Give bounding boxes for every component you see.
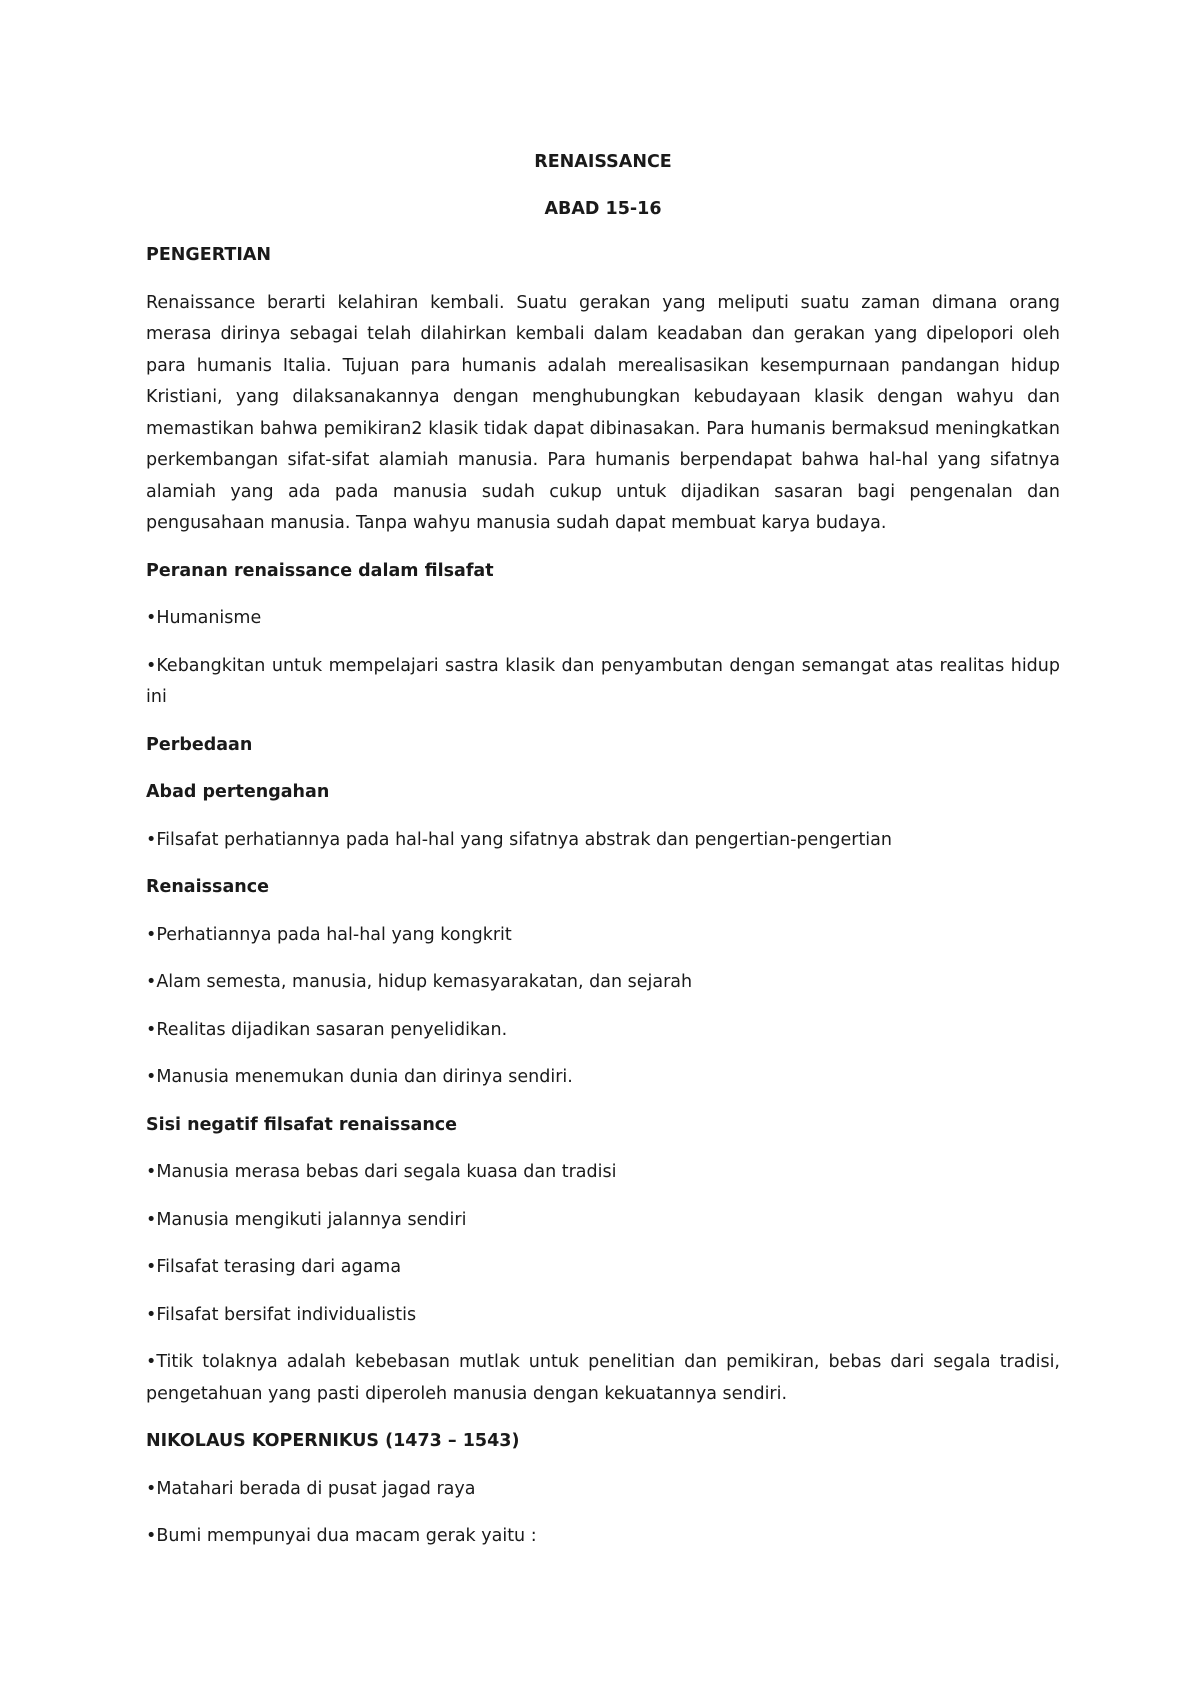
bullet-item: •Manusia menemukan dunia dan dirinya sendiri.: [146, 1067, 573, 1087]
bullet-item: •Manusia merasa bebas dari segala kuasa dan tradisi: [146, 1162, 617, 1182]
bullet-item: •Manusia mengikuti jalannya sendiri: [146, 1209, 467, 1230]
heading-peranan: Peranan renaissance dalam filsafat: [146, 560, 494, 581]
bullet-item: •Filsafat perhatiannya pada hal-hal yang sifatnya abstrak dan pengertian-pengertian: [146, 829, 892, 850]
heading-renaissance: Renaissance: [146, 877, 269, 897]
document-title: RENAISSANCE: [534, 152, 672, 172]
document-body: [146, 147, 1060, 1569]
heading-kopernikus: NIKOLAUS KOPERNIKUS (1473 – 1543): [146, 1431, 520, 1451]
bullet-item: •Humanisme: [146, 608, 262, 628]
heading-abad-pertengahan: Abad pertengahan: [146, 782, 330, 802]
bullet-item: •Realitas dijadikan sasaran penyelidikan.: [146, 1019, 508, 1040]
heading-pengertian: PENGERTIAN: [146, 245, 272, 265]
bullet-item: •Bumi mempunyai dua macam gerak yaitu :: [146, 1526, 537, 1546]
document-subtitle: ABAD 15-16: [544, 198, 662, 219]
bullet-item: •Matahari berada di pusat jagad raya: [146, 1478, 476, 1499]
heading-perbedaan: Perbedaan: [146, 734, 253, 755]
bullet-item: •Perhatiannya pada hal-hal yang kongkrit: [146, 924, 512, 945]
bullet-item: •Filsafat terasing dari agama: [146, 1257, 402, 1277]
bullet-item: •Alam semesta, manusia, hidup kemasyarakatan, dan sejarah: [146, 972, 693, 992]
bullet-item: •Titik tolaknya adalah kebebasan mutlak untuk penelitian dan pemikiran, bebas dari segala tradisi, pengetahuan yang pasti diperoleh manusia dengan kekuatannya sendiri.: [146, 1352, 1060, 1404]
paragraph-pengertian: Renaissance berarti kelahiran kembali. Suatu gerakan yang meliputi suatu zaman dimana orang merasa dirinya sebagai telah dilahirkan kembali dalam keadaban dan gerakan yang dipelopori oleh para humanis Italia. Tujuan para humanis adalah merealisasikan kesempurnaan pandangan hidup Kristiani, yang dilaksanakannya dengan menghubungkan kebudayaan klasik dengan wahyu dan memastikan bahwa pemikiran2 klasik tidak dapat dibinasakan. Para humanis bermaksud meningkatkan perkembangan sifat-sifat alamiah manusia. Para humanis berpendapat bahwa hal-hal yang sifatnya alamiah yang ada pada manusia sudah cukup untuk dijadikan sasaran bagi pengenalan dan pengusahaan manusia. Tanpa wahyu manusia sudah dapat membuat karya budaya.: [146, 292, 1060, 533]
bullet-item: •Filsafat bersifat individualistis: [146, 1304, 417, 1325]
heading-sisi-negatif: Sisi negatif filsafat renaissance: [146, 1114, 458, 1135]
bullet-item: •Kebangkitan untuk mempelajari sastra klasik dan penyambutan dengan semangat atas realitas hidup ini: [146, 655, 1060, 707]
